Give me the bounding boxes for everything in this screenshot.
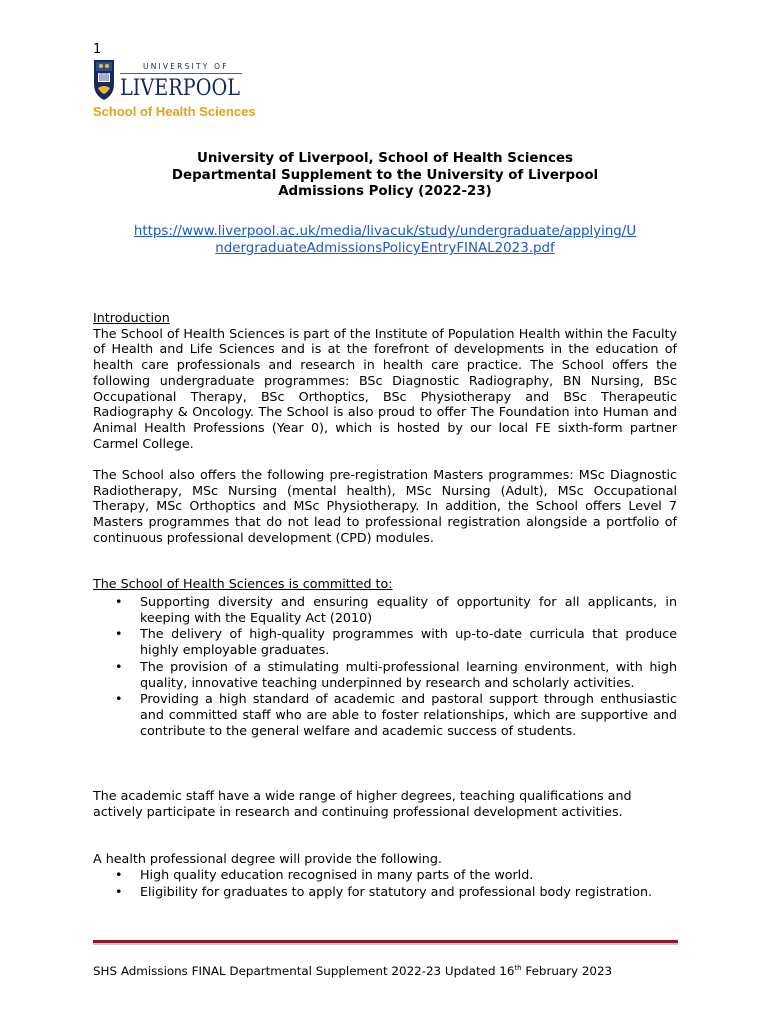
logo-university-of: UNIVERSITY OF bbox=[143, 62, 229, 71]
university-logo bbox=[93, 58, 243, 102]
list-item: • Providing a high standard of academic and pastoral support through enthusiastic and committed staff who are able to foster relationships, which are supportive and contribute to the general welfare and academic success of students. bbox=[115, 691, 677, 738]
list-item: • Supporting diversity and ensuring equality of opportunity for all applicants, in keeping with the Equality Act (2010) bbox=[115, 594, 677, 625]
page-number: 1 bbox=[93, 42, 102, 57]
degree-intro: A health professional degree will provide the following. bbox=[93, 851, 442, 866]
liverpool-crest-icon bbox=[93, 58, 243, 102]
bullet-icon: • bbox=[115, 594, 123, 609]
introduction-heading: Introduction bbox=[93, 310, 170, 325]
footer-divider bbox=[93, 940, 678, 943]
link-line[interactable]: ndergraduateAdmissionsPolicyEntryFINAL2023.pdf bbox=[215, 241, 555, 256]
title-line: Departmental Supplement to the University of Liverpool bbox=[171, 167, 599, 183]
link-line[interactable]: https://www.liverpool.ac.uk/media/livacuk/study/undergraduate/applying/U bbox=[133, 224, 637, 239]
footer-text: SHS Admissions FINAL Departmental Supplement 2022-23 Updated 16 bbox=[93, 964, 515, 978]
admissions-policy-link[interactable] bbox=[93, 223, 677, 257]
commitments-list bbox=[93, 594, 677, 738]
list-item: • The provision of a stimulating multi-professional learning environment, with high quality, innovative teaching underpinned by research and scholarly activities. bbox=[115, 658, 677, 690]
footer-date: February 2023 bbox=[521, 964, 613, 978]
title-line: Admissions Policy (2022-23) bbox=[278, 184, 492, 199]
list-item: • High quality education recognised in many parts of the world. bbox=[115, 867, 534, 882]
introduction-section bbox=[93, 310, 677, 451]
title-line: University of Liverpool, School of Health Sciences bbox=[196, 151, 574, 166]
list-item: • Eligibility for graduates to apply for statutory and professional body registration. bbox=[115, 883, 653, 899]
logo-liverpool: LIVERPOOL bbox=[120, 76, 241, 101]
bullet-icon: • bbox=[115, 691, 123, 707]
commitments-heading: The School of Health Sciences is committed to: bbox=[93, 576, 393, 591]
degree-list bbox=[93, 867, 677, 899]
staff-paragraph: The academic staff have a wide range of higher degrees, teaching qualifications and actively participate in research and continuing professional development activities. bbox=[93, 788, 632, 819]
bullet-icon: • bbox=[115, 626, 123, 642]
introduction-paragraph: The School of Health Sciences is part of the Institute of Population Health within the Faculty of Health and Life Sciences and is at the forefront of developments in the education of health care professionals and research in health care practice. The School offers the following undergraduate programmes: BSc Diagnostic Radiography, BN Nursing, BSc Occupational Therapy, BSc Orthoptics, BSc Physiotherapy and BSc Therapeutic Radiography & Oncology. The School is also proud to offer The Foundation into Human and Animal Health Professions (Year 0), which is hosted by our local FE sixth-form partner Carmel College. bbox=[93, 325, 677, 451]
bullet-icon: • bbox=[115, 867, 123, 882]
document-title bbox=[93, 151, 677, 201]
bullet-icon: • bbox=[115, 883, 123, 899]
page-footer bbox=[93, 964, 612, 978]
bullet-icon: • bbox=[115, 658, 123, 674]
school-label: School of Health Sciences bbox=[93, 104, 256, 119]
commitments-heading-block bbox=[93, 576, 677, 592]
list-item: • The delivery of high-quality programmes with up-to-date curricula that produce highly employable graduates. bbox=[115, 626, 677, 658]
masters-paragraph: The School also offers the following pre-registration Masters programmes: MSc Diagnostic Radiotherapy, MSc Nursing (mental health), MSc Nursing (Adult), MSc Occupational Therapy, MSc Orthoptics and MSc Physiotherapy. In addition, the School offers Level 7 Masters programmes that do not lead to professional registration alongside a portfolio of continuous professional development (CPD) modules. bbox=[93, 467, 677, 545]
footer-superscript: th bbox=[514, 964, 522, 973]
